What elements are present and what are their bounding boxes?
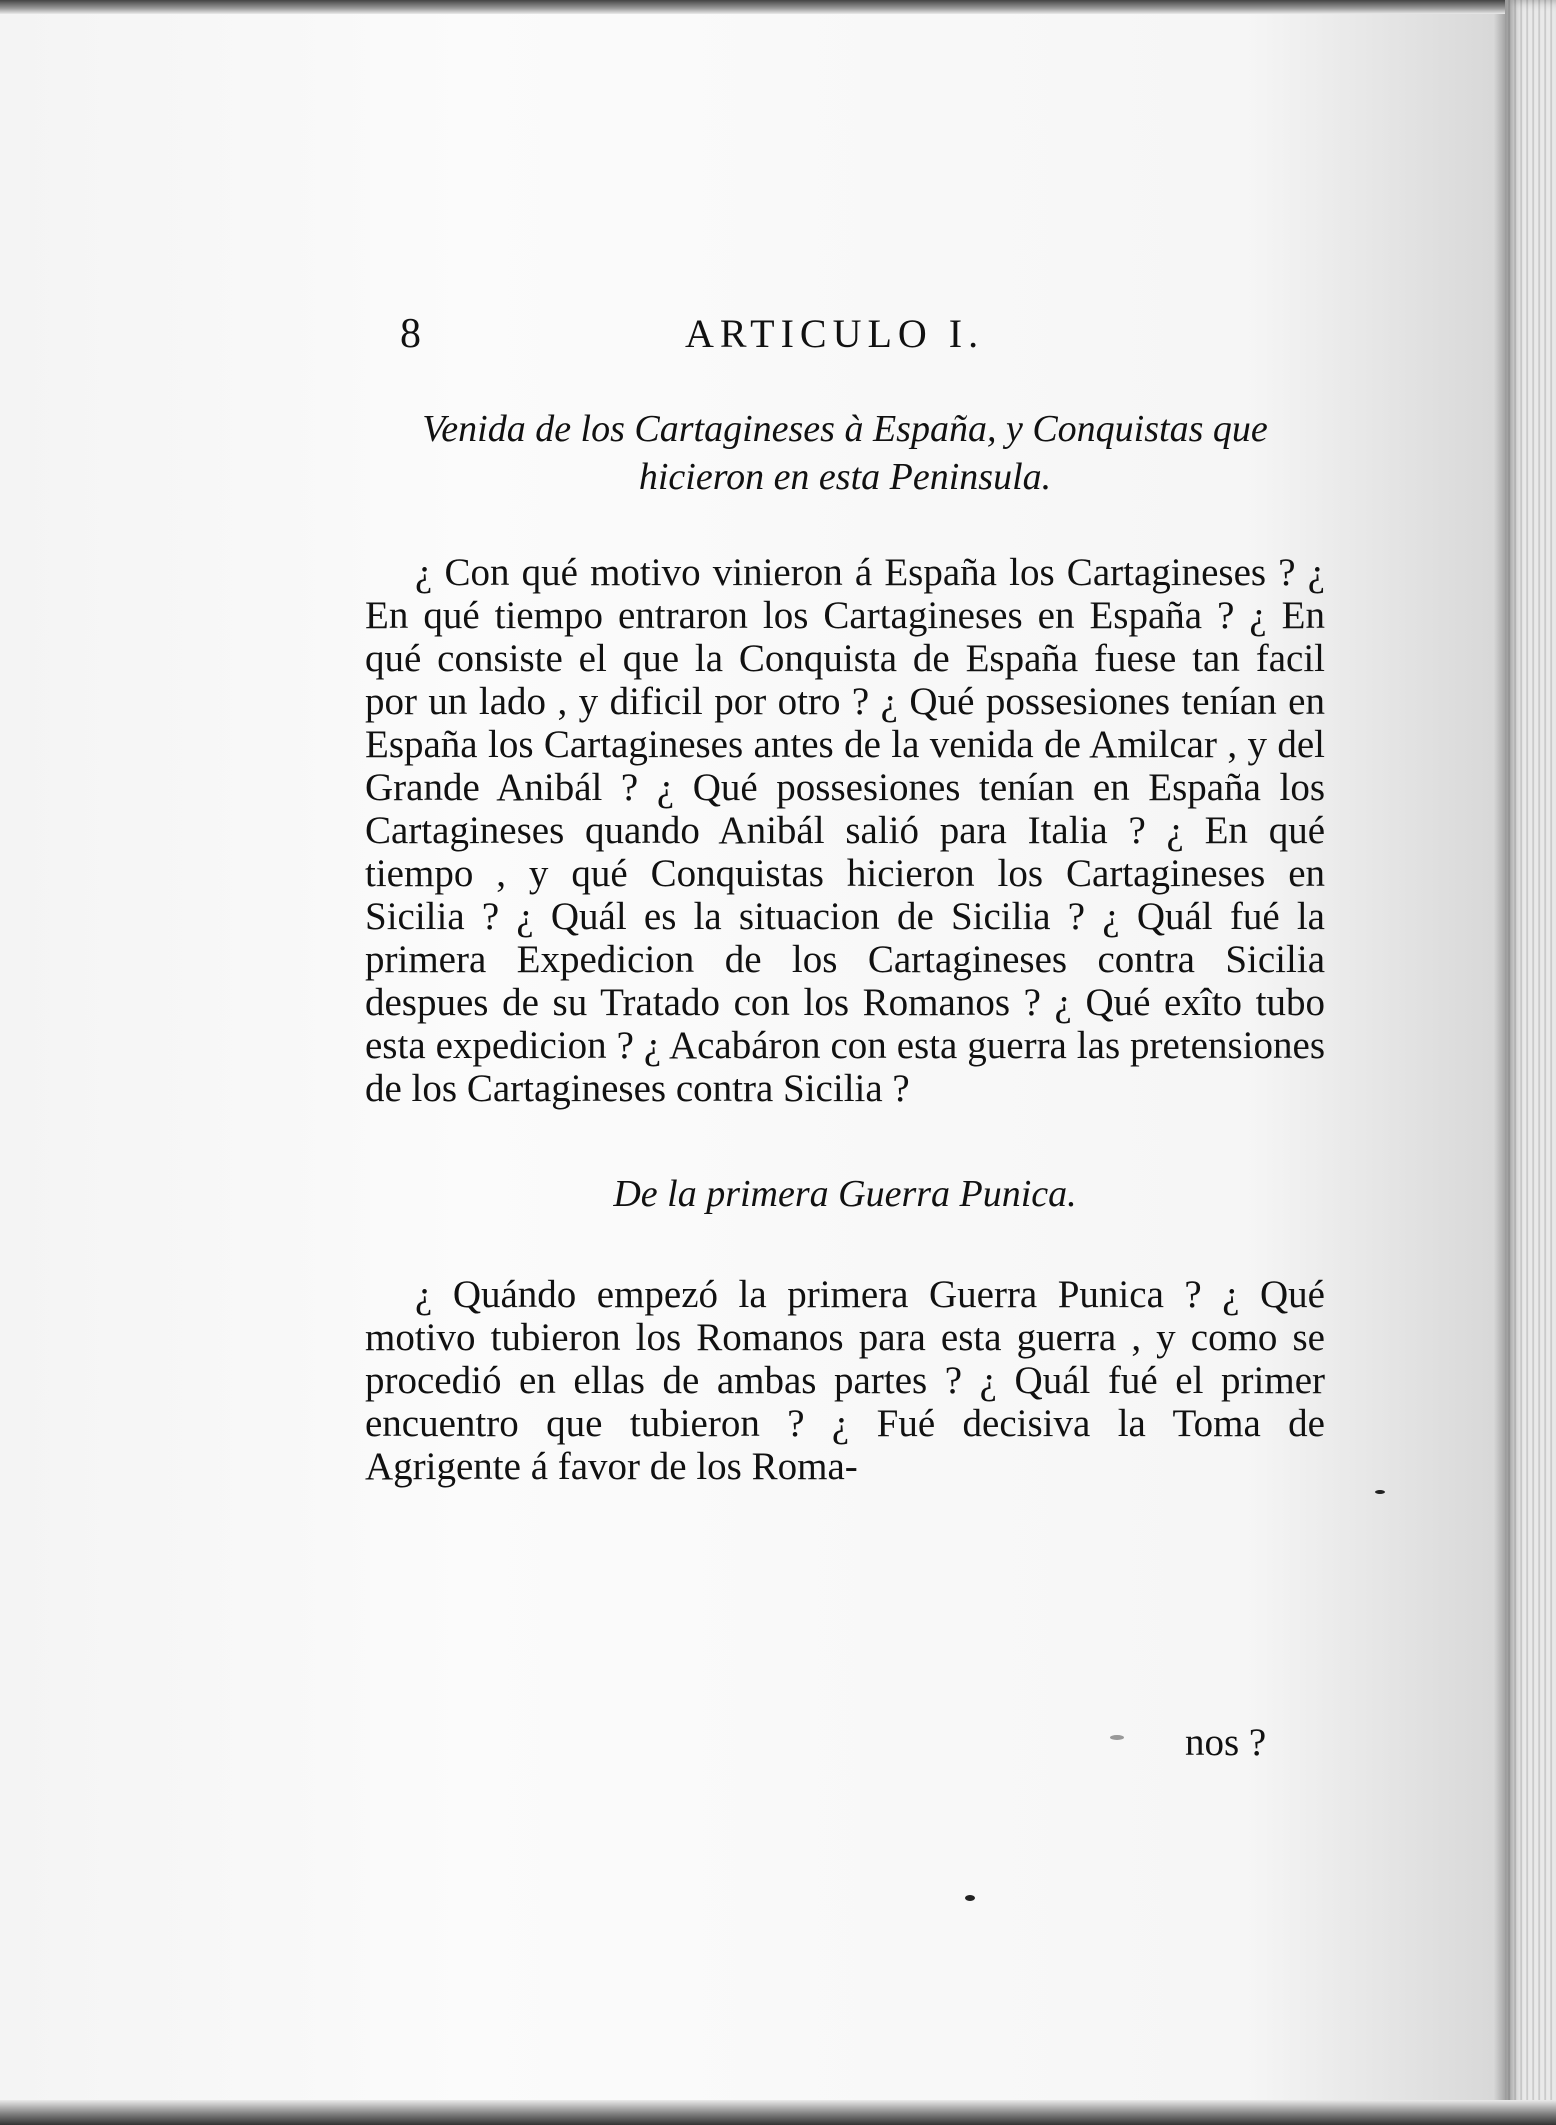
catchword: nos ? [1185, 1721, 1267, 1764]
page-top-shadow [0, 0, 1556, 14]
section-title: Venida de los Cartagineses à España, y Conquistas que hicieron en esta Peninsula. [422, 408, 1268, 498]
question-paragraph: ¿ Quándo empezó la primera Guerra Punica ? ¿ Qué motivo tubieron los Romanos para esta guerra , y como se procedió en ellas de ambas partes ? ¿ Quál fué el primer encuentro que tubieron ? ¿ Fué decisiva la Toma de Agrigente á favor de los Roma- [365, 1273, 1325, 1488]
ink-speck [1110, 1735, 1124, 1740]
book-page-edges [1505, 0, 1556, 2125]
ink-speck [1375, 1490, 1385, 1494]
text-block [365, 405, 1325, 1488]
page-header [400, 310, 1340, 370]
question-paragraph: ¿ Con qué motivo vinieron á España los Cartagineses ? ¿ En qué tiempo entraron los Cartagineses en España ? ¿ En qué consiste el que la Conquista de España fuese tan facil por un lado , y dificil por otro ? ¿ Qué possesiones tenían en España los Cartagineses antes de la venida de Amilcar , y del Grande Anibál ? ¿ Qué possesiones tenían en España los Cartagineses quando Anibál salió para Italia ? ¿ En qué tiempo , y qué Conquistas hicieron los Cartagineses en Sicilia ? ¿ Quál es la situacion de Sicilia ? ¿ Quál fué la primera Expedicion de los Cartagineses contra Sicilia despues de su Tratado con los Romanos ? ¿ Qué exîto tubo esta expedicion ? ¿ Acabáron con esta guerra las pretensiones de los Cartagineses contra Sicilia ? [365, 551, 1325, 1110]
ink-speck [965, 1895, 975, 1901]
running-head: ARTICULO I. [685, 311, 985, 356]
page-number: 8 [400, 311, 421, 357]
section-title: De la primera Guerra Punica. [613, 1173, 1077, 1215]
page-bottom-shadow [0, 2100, 1556, 2125]
